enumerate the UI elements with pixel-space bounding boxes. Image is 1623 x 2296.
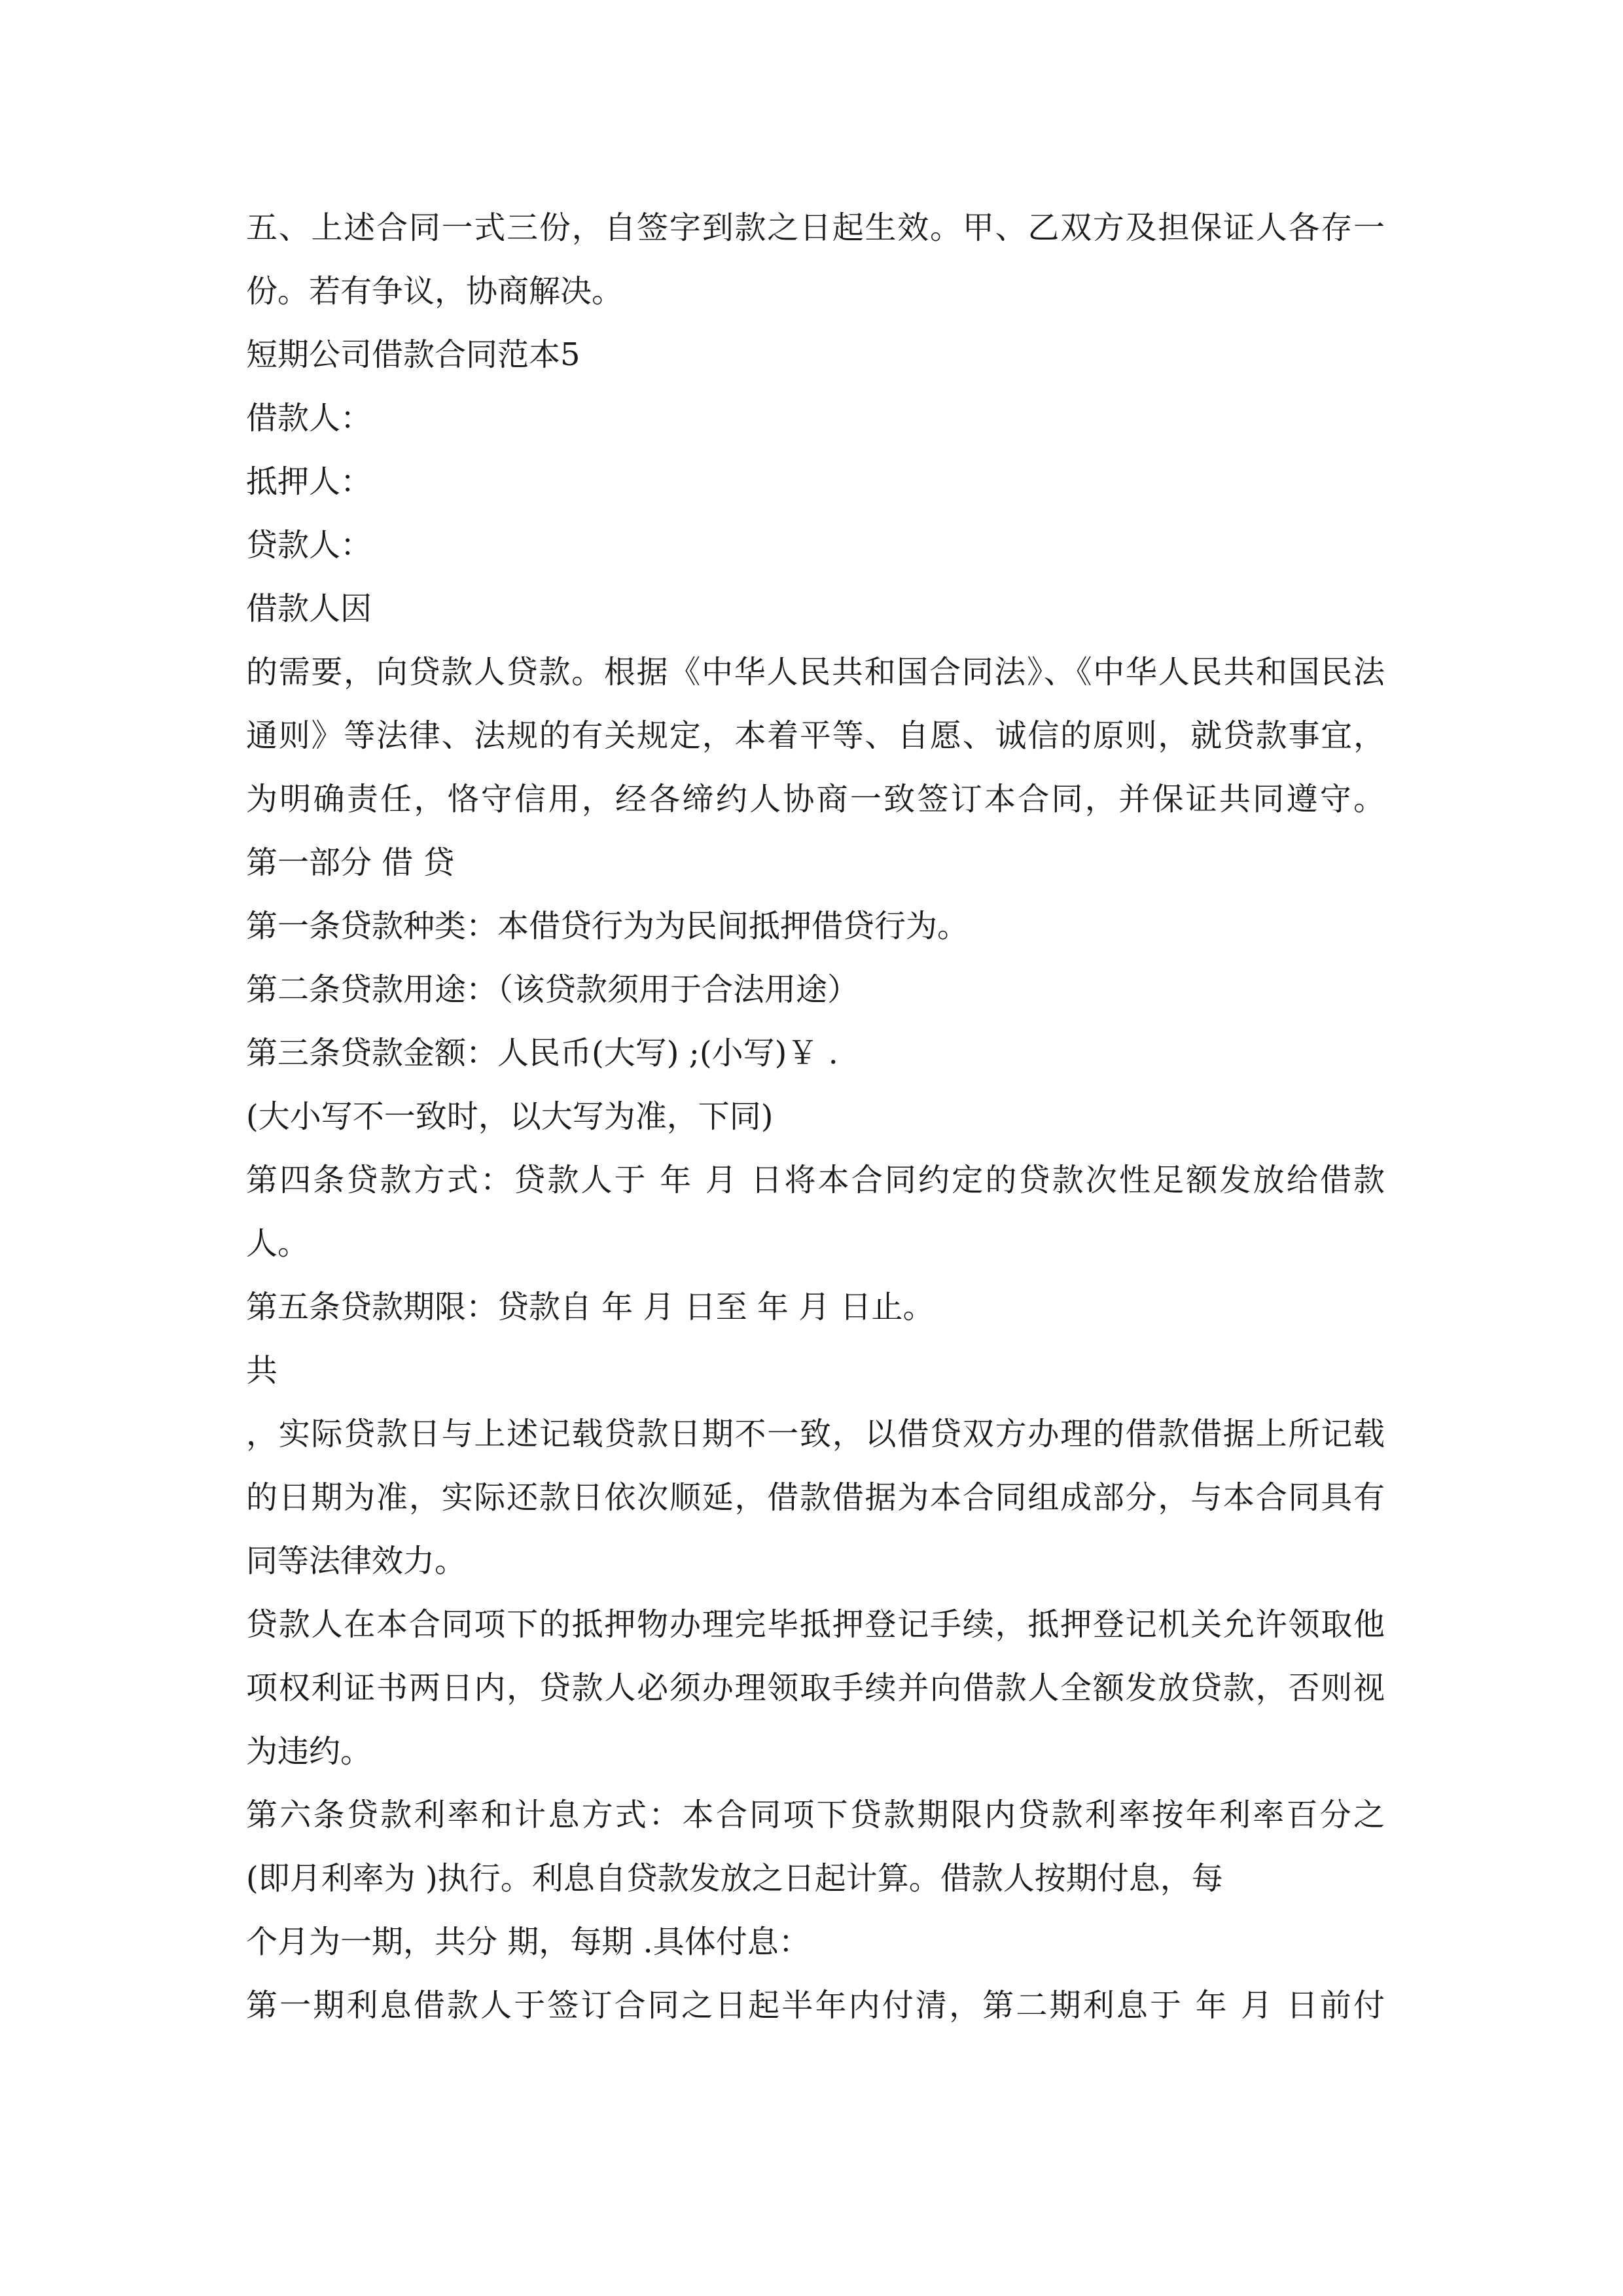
text-line: 短期公司借款合同范本5 — [246, 336, 580, 373]
text-line: 抵押人： — [246, 463, 372, 500]
text-line: 第一条贷款种类：本借贷行为为民间抵押借贷行为。 — [246, 908, 969, 944]
text-line: 的日期为准，实际还款日依次顺延，借款借据为本合同组成部分，与本合同具有 — [246, 1479, 1385, 1516]
text-line: 通则》等法律、法规的有关规定，本着平等、自愿、诚信的原则，就贷款事宜， — [246, 717, 1385, 754]
text-line: 的需要，向贷款人贷款。根据《中华人民共和国合同法》、《中华人民共和国民法 — [246, 654, 1385, 691]
text-line: ，实际贷款日与上述记载贷款日期不一致，以借贷双方办理的借款借据上所记载 — [246, 1416, 1385, 1452]
text-line: 第一部分 借 贷 — [246, 844, 455, 881]
text-line: 借款人因 — [246, 590, 372, 627]
text-line: 人。 — [246, 1225, 310, 1262]
text-line: 为明确责任，恪守信用，经各缔约人协商一致签订本合同，并保证共同遵守。 — [246, 781, 1385, 817]
text-line: 五、上述合同一式三份，自签字到款之日起生效。甲、乙双方及担保证人各存一 — [246, 209, 1385, 246]
text-line: 借款人： — [246, 400, 372, 437]
text-line: (即月利率为 )执行。利息自贷款发放之日起计算。借款人按期付息，每 — [246, 1860, 1223, 1897]
text-line: 共 — [246, 1352, 278, 1389]
text-line: 份。若有争议，协商解决。 — [246, 273, 624, 310]
text-line: 个月为一期，共分 期，每期 .具体付息： — [246, 1924, 810, 1960]
text-line: 为违约。 — [246, 1733, 372, 1770]
text-line: (大小写不一致时，以大写为准，下同) — [246, 1098, 774, 1135]
text-line: 第四条贷款方式：贷款人于 年 月 日将本合同约定的贷款次性足额发放给借款 — [246, 1162, 1385, 1198]
text-line: 第六条贷款利率和计息方式：本合同项下贷款期限内贷款利率按年利率百分之 — [246, 1797, 1385, 1833]
text-line: 第五条贷款期限：贷款自 年 月 日至 年 月 日止。 — [246, 1289, 935, 1325]
text-line: 第三条贷款金额：人民币(大写) ;(小写)￥ . — [246, 1035, 838, 1071]
text-line: 同等法律效力。 — [246, 1543, 467, 1579]
text-line: 贷款人在本合同项下的抵押物办理完毕抵押登记手续，抵押登记机关允许领取他 — [246, 1606, 1385, 1643]
text-line: 贷款人： — [246, 527, 372, 564]
text-line: 第一期利息借款人于签订合同之日起半年内付清，第二期利息于 年 月 日前付 — [246, 1987, 1385, 2024]
text-line: 第二条贷款用途：（该贷款须用于合法用途） — [246, 971, 859, 1008]
text-line: 项权利证书两日内，贷款人必须办理领取手续并向借款人全额发放贷款，否则视 — [246, 1670, 1385, 1706]
